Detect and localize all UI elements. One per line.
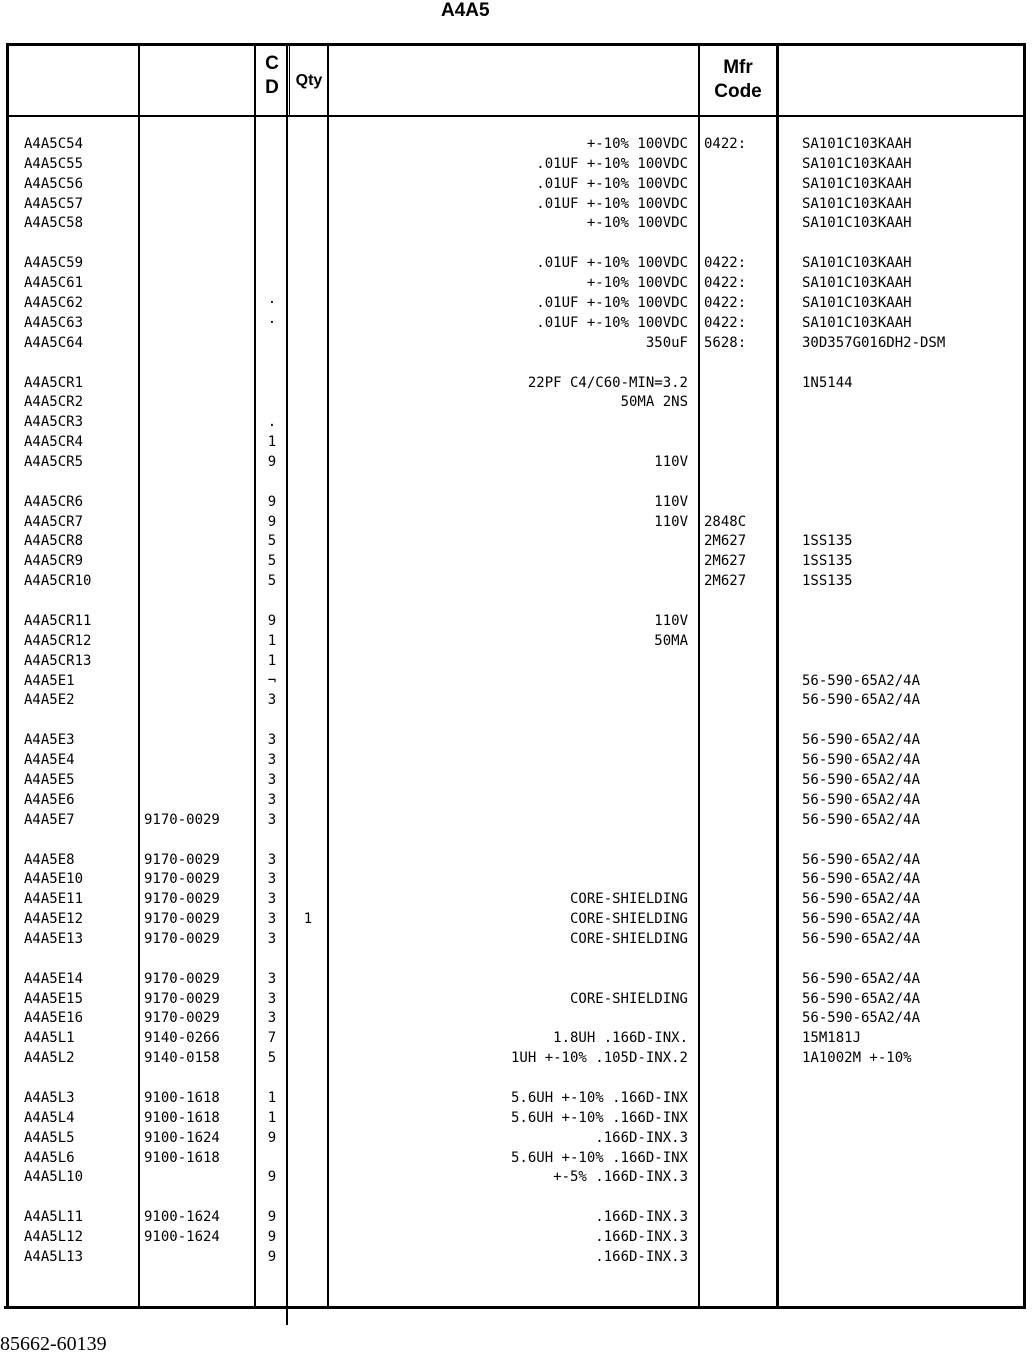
- ref-designator: A4A5C62: [24, 294, 84, 311]
- description: 1UH +-10% .105D-INX.2: [510, 1050, 688, 1067]
- description: 110V: [654, 453, 688, 470]
- mfr-part-number: SA101C103KAAH: [802, 294, 912, 311]
- check-digit: 1: [267, 652, 277, 669]
- ref-designator: A4A5L5: [24, 1129, 75, 1146]
- mfr-part-number: 1SS135: [802, 573, 853, 590]
- description: 110V: [654, 493, 688, 510]
- mfr-part-number: SA101C103KAAH: [802, 275, 912, 292]
- mfr-part-number: 56-590-65A2/4A: [802, 891, 921, 908]
- ref-designator: A4A5CR4: [24, 434, 84, 451]
- description: .01UF +-10% 100VDC: [536, 255, 688, 272]
- check-digit: 5: [267, 533, 277, 550]
- description: .166D-INX.3: [595, 1248, 688, 1265]
- description: 5.6UH +-10% .166D-INX: [510, 1149, 688, 1166]
- hp-part-number: 9100-1624: [144, 1209, 220, 1226]
- mfr-part-number: SA101C103KAAH: [802, 314, 912, 331]
- hp-part-number: 9170-0029: [144, 891, 220, 908]
- hp-part-number: 9140-0158: [144, 1050, 220, 1067]
- check-digit: 5: [267, 553, 277, 570]
- hp-part-number: 9170-0029: [144, 811, 220, 828]
- ref-designator: A4A5C63: [24, 314, 84, 331]
- ref-designator: A4A5L3: [24, 1090, 75, 1106]
- ref-designator: A4A5C54: [24, 136, 84, 152]
- check-digit: 3: [267, 752, 277, 769]
- check-digit: 9: [267, 493, 277, 510]
- ref-designator: A4A5CR12: [24, 632, 92, 649]
- ref-designator: A4A5C64: [24, 334, 84, 351]
- mfr-part-number: 1SS135: [802, 533, 853, 550]
- check-digit: 1: [267, 1109, 277, 1126]
- col-divider-mfr: [776, 43, 779, 1309]
- header-cd: [258, 52, 286, 100]
- mfr-part-number: 56-590-65A2/4A: [802, 851, 921, 868]
- mfr-code: 5628:: [704, 334, 747, 351]
- ref-designator: A4A5L13: [24, 1248, 84, 1265]
- mfr-part-number: 56-590-65A2/4A: [802, 732, 921, 749]
- check-digit: ·: [267, 314, 277, 331]
- check-digit: 3: [267, 811, 277, 828]
- ref-designator: A4A5E7: [24, 811, 75, 828]
- col-divider-ref: [138, 43, 140, 1309]
- ref-designator: A4A5CR7: [24, 513, 84, 530]
- col-divider-part: [254, 43, 256, 1309]
- description: .01UF +-10% 100VDC: [536, 155, 688, 172]
- hp-part-number: 9170-0029: [144, 970, 220, 987]
- hp-part-number: 9170-0029: [144, 990, 220, 1007]
- header-mfr-line2: Code: [714, 81, 762, 102]
- mfr-code: 2M627: [704, 553, 747, 570]
- hp-part-number: 9170-0029: [144, 1010, 220, 1027]
- ref-designator: A4A5L6: [24, 1149, 75, 1166]
- ref-designator: A4A5E4: [24, 752, 75, 769]
- check-digit: 5: [267, 1050, 277, 1067]
- ref-designator: A4A5C57: [24, 195, 84, 212]
- check-digit: 3: [267, 990, 277, 1007]
- ref-designator: A4A5E15: [24, 990, 84, 1007]
- description: CORE-SHIELDING: [569, 891, 688, 908]
- description: +-5% .166D-INX.3: [553, 1169, 688, 1186]
- mfr-part-number: SA101C103KAAH: [802, 215, 912, 232]
- ref-designator: A4A5E1: [24, 672, 75, 689]
- description: 5.6UH +-10% .166D-INX: [510, 1109, 688, 1126]
- check-digit: 9: [267, 453, 277, 470]
- check-digit: 3: [267, 970, 277, 987]
- header-cd-c: C: [265, 53, 279, 74]
- page-title: A4A5: [441, 0, 490, 21]
- description: +-10% 100VDC: [586, 136, 688, 152]
- table-bottom-border: [4, 1306, 1025, 1309]
- mfr-code: 0422:: [704, 275, 747, 292]
- mfr-part-number: 1A1002M +-10%: [802, 1050, 912, 1067]
- ref-designator: A4A5E14: [24, 970, 84, 987]
- ref-designator: A4A5L12: [24, 1229, 84, 1246]
- mfr-part-number: 15M181J: [802, 1030, 862, 1047]
- ref-designator: A4A5L1: [24, 1030, 75, 1047]
- mfr-part-number: 1SS135: [802, 553, 853, 570]
- col-divider-desc: [698, 43, 700, 1309]
- mfr-part-number: 56-590-65A2/4A: [802, 692, 921, 709]
- check-digit: 9: [267, 1169, 277, 1186]
- description: .166D-INX.3: [595, 1129, 688, 1146]
- ref-designator: A4A5CR6: [24, 493, 84, 510]
- description: 110V: [654, 613, 688, 629]
- description: .01UF +-10% 100VDC: [536, 294, 688, 311]
- description: .01UF +-10% 100VDC: [536, 175, 688, 192]
- ref-designator: A4A5CR11: [24, 613, 92, 629]
- ref-designator: A4A5L11: [24, 1209, 84, 1226]
- description: .01UF +-10% 100VDC: [536, 195, 688, 212]
- ref-designator: A4A5L2: [24, 1050, 75, 1067]
- check-digit: 9: [267, 1129, 277, 1146]
- mfr-part-number: 56-590-65A2/4A: [802, 990, 921, 1007]
- mfr-part-number: SA101C103KAAH: [802, 175, 912, 192]
- ref-designator: A4A5C55: [24, 155, 84, 172]
- table-top-border: [8, 43, 1025, 46]
- check-digit: 3: [267, 791, 277, 808]
- check-digit: 9: [267, 613, 277, 629]
- hp-part-number: 9100-1618: [144, 1149, 220, 1166]
- mfr-part-number: 56-590-65A2/4A: [802, 911, 921, 928]
- ref-designator: A4A5C59: [24, 255, 84, 272]
- ref-designator: A4A5E5: [24, 771, 75, 788]
- check-digit: 1: [267, 434, 277, 451]
- description: CORE-SHIELDING: [569, 930, 688, 947]
- ref-designator: A4A5E13: [24, 930, 84, 947]
- ref-designator: A4A5E3: [24, 732, 75, 749]
- hp-part-number: 9170-0029: [144, 851, 220, 868]
- ref-designator: A4A5C58: [24, 215, 84, 232]
- check-digit: 3: [267, 930, 277, 947]
- description: 22PF C4/C60-MIN=3.2: [527, 374, 688, 391]
- description: +-10% 100VDC: [586, 275, 688, 292]
- check-digit: 3: [267, 911, 277, 928]
- mfr-part-number: 30D357G016DH2-DSM: [802, 334, 946, 351]
- mfr-part-number: 56-590-65A2/4A: [802, 871, 921, 888]
- mfr-part-number: 56-590-65A2/4A: [802, 771, 921, 788]
- ref-designator: A4A5CR8: [24, 533, 84, 550]
- mfr-part-number: 56-590-65A2/4A: [802, 672, 921, 689]
- check-digit: 7: [267, 1030, 277, 1047]
- ref-designator: A4A5E16: [24, 1010, 84, 1027]
- ref-designator: A4A5CR5: [24, 453, 84, 470]
- ref-designator: A4A5CR10: [24, 573, 92, 590]
- check-digit: 9: [267, 513, 277, 530]
- description: .166D-INX.3: [595, 1229, 688, 1246]
- check-digit: 1: [267, 632, 277, 649]
- check-digit: 3: [267, 871, 277, 888]
- mfr-part-number: 56-590-65A2/4A: [802, 791, 921, 808]
- mfr-part-number: 1N5144: [802, 374, 853, 391]
- check-digit: 5: [267, 573, 277, 590]
- check-digit: 9: [267, 1248, 277, 1265]
- check-digit: 3: [267, 732, 277, 749]
- mfr-part-number: SA101C103KAAH: [802, 195, 912, 212]
- ref-designator: A4A5CR1: [24, 374, 84, 391]
- description: 1.8UH .166D-INX.: [553, 1030, 688, 1047]
- header-bottom-border: [8, 115, 1025, 117]
- check-digit: 3: [267, 891, 277, 908]
- header-mfr-line1: Mfr: [723, 57, 753, 78]
- description: 5.6UH +-10% .166D-INX: [510, 1090, 688, 1106]
- mfr-code: 2M627: [704, 533, 747, 550]
- col-divider-right: [1023, 43, 1026, 1309]
- quantity: 1: [303, 911, 313, 928]
- mfr-code: 0422:: [704, 255, 747, 272]
- mfr-code: 0422:: [704, 294, 747, 311]
- check-digit: 3: [267, 692, 277, 709]
- ref-designator: A4A5L10: [24, 1169, 84, 1186]
- mfr-part-number: SA101C103KAAH: [802, 255, 912, 272]
- ref-designator: A4A5C56: [24, 175, 84, 192]
- mfr-part-number: SA101C103KAAH: [802, 155, 912, 172]
- check-digit: .: [267, 414, 277, 431]
- ref-designator: A4A5CR13: [24, 652, 92, 669]
- hp-part-number: 9140-0266: [144, 1030, 220, 1047]
- mfr-part-number: 56-590-65A2/4A: [802, 930, 921, 947]
- mfr-code: 0422:: [704, 314, 747, 331]
- check-digit: 9: [267, 1209, 277, 1226]
- ref-designator: A4A5C61: [24, 275, 84, 292]
- ref-designator: A4A5E12: [24, 911, 84, 928]
- col-divider-qty: [327, 43, 329, 1309]
- description: CORE-SHIELDING: [569, 990, 688, 1007]
- ref-designator: A4A5L4: [24, 1109, 75, 1126]
- col-divider-left: [6, 43, 9, 1309]
- ref-designator: A4A5E2: [24, 692, 75, 709]
- ref-designator: A4A5E11: [24, 891, 84, 908]
- description: 50MA 2NS: [620, 394, 688, 411]
- ref-designator: A4A5E6: [24, 791, 75, 808]
- hp-part-number: 9100-1618: [144, 1109, 220, 1126]
- document-number: 85662-60139: [0, 1333, 107, 1355]
- check-digit: ¬: [267, 672, 277, 689]
- description: .166D-INX.3: [595, 1209, 688, 1226]
- hp-part-number: 9100-1624: [144, 1229, 220, 1246]
- description: 50MA: [654, 632, 688, 649]
- header-cd-d: D: [265, 77, 279, 98]
- check-digit: 1: [267, 1090, 277, 1106]
- ref-designator: A4A5CR9: [24, 553, 84, 570]
- ref-designator: A4A5E8: [24, 851, 75, 868]
- check-digit: 3: [267, 771, 277, 788]
- col-divider-cd: [286, 43, 288, 1325]
- hp-part-number: 9100-1618: [144, 1090, 220, 1106]
- ref-designator: A4A5E10: [24, 871, 84, 888]
- ref-designator: A4A5CR3: [24, 414, 84, 431]
- mfr-part-number: 56-590-65A2/4A: [802, 811, 921, 828]
- check-digit: ·: [267, 294, 277, 311]
- hp-part-number: 9100-1624: [144, 1129, 220, 1146]
- mfr-code: 2848C: [704, 513, 747, 530]
- description: .01UF +-10% 100VDC: [536, 314, 688, 331]
- mfr-part-number: 56-590-65A2/4A: [802, 1010, 921, 1027]
- description: 350uF: [645, 334, 688, 351]
- header-qty: Qty: [295, 72, 323, 89]
- mfr-code: 0422:: [704, 136, 747, 152]
- check-digit: 3: [267, 851, 277, 868]
- header-mfr: [700, 56, 776, 104]
- ref-designator: A4A5CR2: [24, 394, 84, 411]
- mfr-code: 2M627: [704, 573, 747, 590]
- hp-part-number: 9170-0029: [144, 911, 220, 928]
- hp-part-number: 9170-0029: [144, 871, 220, 888]
- check-digit: 9: [267, 1229, 277, 1246]
- description: 110V: [654, 513, 688, 530]
- mfr-part-number: 56-590-65A2/4A: [802, 970, 921, 987]
- mfr-part-number: 56-590-65A2/4A: [802, 752, 921, 769]
- description: CORE-SHIELDING: [569, 911, 688, 928]
- hp-part-number: 9170-0029: [144, 930, 220, 947]
- mfr-part-number: SA101C103KAAH: [802, 136, 912, 152]
- description: +-10% 100VDC: [586, 215, 688, 232]
- check-digit: 3: [267, 1010, 277, 1027]
